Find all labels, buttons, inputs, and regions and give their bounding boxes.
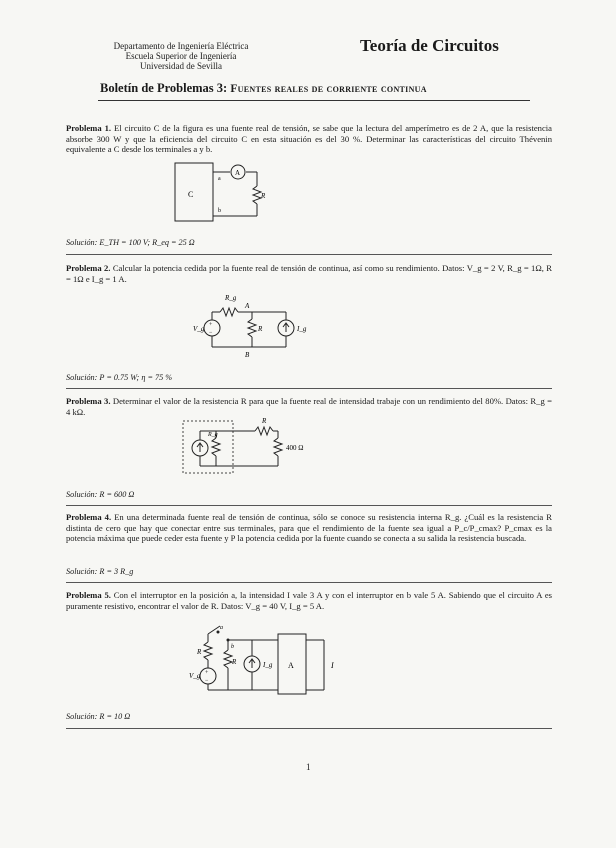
separator — [66, 505, 552, 506]
problem-2-solution: Solución: P = 0.75 W; η = 75 % — [66, 373, 173, 382]
svg-text:+: + — [205, 670, 209, 676]
problem-3-text: Determinar el valor de la resistencia R para que la fuente real de intensidad trabaje con un rendimiento del 80%. Datos: R_g = 4 kΩ. — [66, 396, 552, 417]
fig5-r1: R — [197, 648, 202, 656]
fig1-ammeter-label: A — [235, 169, 241, 177]
department-line-2: Escuela Superior de Ingeniería — [125, 51, 237, 61]
problem-2 — [66, 263, 552, 284]
fig3-r400: 400 Ω — [286, 444, 304, 452]
fig5-block: A — [288, 661, 294, 670]
problem-4-solution: Solución: R = 3 R_g — [66, 567, 134, 576]
fig2-node-a: A — [245, 302, 250, 310]
department-line-1: Departamento de Ingeniería Eléctrica — [113, 41, 249, 51]
fig2-ig: I_g — [297, 325, 307, 333]
fig3-rg: R_g — [208, 432, 218, 438]
problem-3 — [66, 396, 552, 417]
fig1-block-label: C — [188, 190, 194, 199]
problem-1 — [66, 123, 552, 155]
problem-5-text: Con el interruptor en la posición a, la intensidad I vale 3 A y con el interruptor en b vale 5 A. Sabiendo que el circuito A es puramente resistivo, encontrar el valor de R. Datos: V_g = 40 V, I_g = 5 A. — [66, 590, 552, 611]
problem-2-text: Calcular la potencia cedida por la fuente real de tensión de continua, así como su rendimiento. Datos: V_g = 2 V, R_g = 1Ω, R = 1Ω e I_g = 1 A. — [66, 263, 552, 284]
problem-1-solution: Solución: E_TH = 100 V; R_eq = 25 Ω — [66, 238, 195, 247]
problem-3-solution: Solución: R = 600 Ω — [66, 490, 135, 499]
separator — [66, 254, 552, 255]
course-title: Teoría de Circuitos — [360, 36, 499, 55]
fig5-sw-a: a — [220, 625, 223, 631]
fig2-r: R — [258, 325, 263, 333]
fig5-r2: R — [232, 658, 237, 666]
bulletin-topic: Fuentes reales de corriente continua — [230, 83, 427, 95]
fig2-node-b: B — [245, 351, 250, 359]
svg-text:−: − — [205, 678, 209, 684]
bulletin-title — [100, 81, 427, 96]
department-line-3: Universidad de Sevilla — [140, 61, 222, 71]
problem-3-label: Problema 3. — [66, 396, 111, 406]
fig1-term-a: a — [218, 176, 221, 182]
svg-text:−: − — [209, 330, 213, 336]
fig3-r: R — [262, 417, 267, 425]
problem-3-figure — [180, 416, 320, 481]
problem-1-figure — [170, 158, 280, 228]
fig5-sw-b: b — [231, 644, 234, 650]
department-info — [96, 41, 266, 71]
fig5-current: I — [331, 661, 334, 670]
fig2-rg: R_g — [225, 294, 237, 302]
problem-1-label: Problema 1. — [66, 123, 112, 133]
problem-2-figure — [190, 292, 310, 362]
fig5-vg: V_g — [189, 672, 201, 680]
fig1-term-b: b — [218, 208, 221, 214]
problem-4-label: Problema 4. — [66, 512, 112, 522]
fig5-ig: I_g — [263, 661, 273, 669]
svg-text:+: + — [209, 322, 213, 328]
problem-5-label: Problema 5. — [66, 590, 111, 600]
problem-2-label: Problema 2. — [66, 263, 111, 273]
fig1-res-label: R — [261, 192, 266, 200]
bulletin-prefix: Boletín de Problemas 3: — [100, 81, 228, 95]
problem-4 — [66, 512, 552, 544]
fig2-vg: V_g — [193, 325, 205, 333]
separator — [66, 582, 552, 583]
problem-5-solution: Solución: R = 10 Ω — [66, 712, 131, 721]
separator — [66, 728, 552, 729]
header-rule — [98, 100, 530, 101]
problem-1-text: El circuito C de la figura es una fuente real de tensión, se sabe que la lectura del amperímetro es de 2 A, que la resistencia absorbe 300 W y que la eficiencia del circuito C en esta situación es del 30 %. Determinar las características del circuito Thévenin equivalente a C desde los terminales a y b. — [66, 123, 552, 155]
separator — [66, 388, 552, 389]
problem-5-figure — [186, 620, 356, 698]
page-number: 1 — [306, 762, 311, 772]
problem-4-text: En una determinada fuente real de tensión de continua, sólo se conoce su resistencia interna R_g. ¿Cuál es la resistencia R distinta de cero que hay que conectar entre sus terminales, para que el rendimiento de la fuente sea igual a P_c/P_cmax? P_cmax es la potencia máxima que puede ceder esta fuente y P la potencia cedida por la fuente cuando se conecta a su salida la resistencia buscada. — [66, 512, 552, 544]
problem-5 — [66, 590, 552, 611]
